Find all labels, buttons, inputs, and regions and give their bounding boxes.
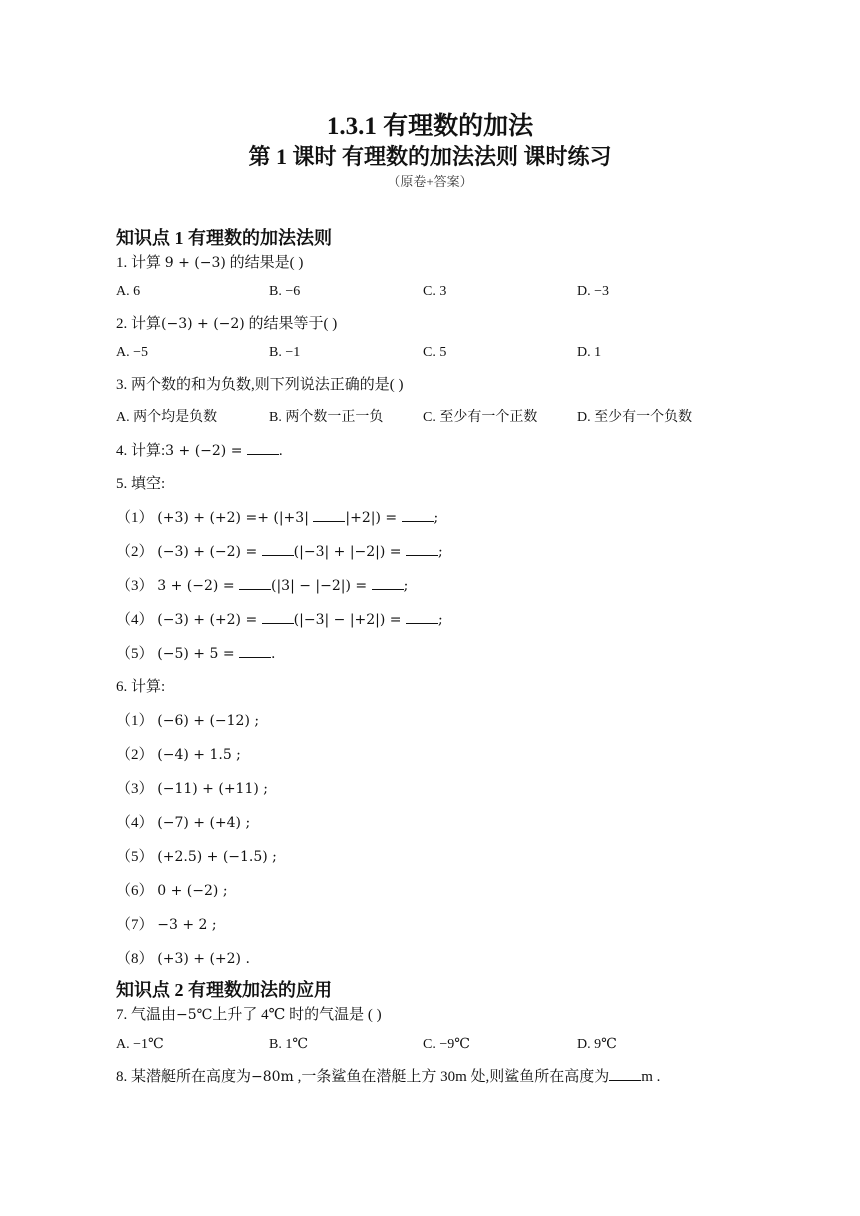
item-number: （4） <box>116 612 154 628</box>
option-a[interactable]: A. 6 <box>116 284 141 299</box>
question-8-pre: 8. 某潜艇所在高度为 <box>116 1069 252 1085</box>
question-5-title: 5. 填空: <box>116 476 166 492</box>
item-number: （8） <box>116 951 154 967</box>
question-2-post: 的结果等于( ) <box>244 316 338 332</box>
item-number: （7） <box>116 917 154 933</box>
item-end: ; <box>403 578 409 594</box>
question-4-pre: 4. 计算: <box>116 443 166 459</box>
question-1-expr: 9 + (−3) <box>164 255 226 271</box>
answer-blank[interactable] <box>372 575 404 590</box>
item-number: （1） <box>116 510 154 526</box>
calc-item-3 <box>116 777 268 798</box>
item-number: （1） <box>116 713 154 729</box>
option-b[interactable]: B. 1℃ <box>269 1037 308 1052</box>
calc-item-2 <box>116 743 241 764</box>
item-expr-a: 3 + (−2) = <box>157 578 239 594</box>
question-4-post: . <box>278 443 283 459</box>
question-8-post: ,一条鲨鱼在潜艇上方 30m 处,则鲨鱼所在高度为 <box>293 1069 610 1085</box>
option-a[interactable]: A. −5 <box>116 345 149 360</box>
answer-blank[interactable] <box>247 440 279 455</box>
question-1 <box>116 251 303 272</box>
item-number: （2） <box>116 544 154 560</box>
item-expr: (−11) + (+11) ; <box>157 781 269 797</box>
answer-blank[interactable] <box>609 1066 641 1081</box>
item-expr-a: (−3) + (−2) = <box>157 544 262 560</box>
calc-item-4 <box>116 811 250 832</box>
question-1-pre: 1. 计算 <box>116 255 165 271</box>
answer-blank[interactable] <box>406 609 438 624</box>
page-subtitle: 第 1 课时 有理数的加法法则 课时练习 <box>248 144 612 169</box>
item-expr-a: (−5) + 5 = <box>157 646 239 662</box>
option-d[interactable]: D. 9℃ <box>577 1037 617 1052</box>
item-expr-b: (|−3| − |+2|) = <box>293 612 406 628</box>
answer-blank[interactable] <box>239 575 271 590</box>
item-expr-a: (+3) + (+2) =+ (|+3| <box>157 510 314 526</box>
option-b[interactable]: B. −1 <box>269 345 301 360</box>
item-expr-b: |+2|) = <box>345 510 402 526</box>
item-expr-b: (|3| − |−2|) = <box>271 578 372 594</box>
item-end: . <box>271 646 276 662</box>
item-number: （3） <box>116 781 154 797</box>
question-2-expr: (−3) + (−2) <box>161 316 245 332</box>
section-heading-1: 知识点 1 有理数的加法法则 <box>116 228 332 248</box>
item-number: （5） <box>116 849 154 865</box>
fill-item-1 <box>116 506 438 527</box>
question-7-pre: 7. 气温由 <box>116 1007 177 1023</box>
option-d[interactable]: D. 至少有一个负数 <box>577 410 693 425</box>
answer-blank[interactable] <box>262 609 294 624</box>
item-end: ; <box>437 544 443 560</box>
item-end: ; <box>437 612 443 628</box>
question-7 <box>116 1003 382 1024</box>
option-b[interactable]: B. −6 <box>269 284 301 299</box>
fill-item-2 <box>116 540 443 561</box>
question-8-tail: m . <box>641 1069 661 1085</box>
question-2 <box>116 312 337 333</box>
fill-item-5 <box>116 642 275 663</box>
page-note: （原卷+答案） <box>387 174 473 189</box>
question-4 <box>116 439 283 460</box>
option-d[interactable]: D. −3 <box>577 284 610 299</box>
answer-blank[interactable] <box>262 541 294 556</box>
question-4-expr: 3 + (−2) = <box>165 443 247 459</box>
calc-item-1 <box>116 709 259 730</box>
question-6-title: 6. 计算: <box>116 679 166 695</box>
item-expr-a: (−3) + (+2) = <box>157 612 262 628</box>
item-expr: (−7) + (+4) ; <box>157 815 251 831</box>
item-number: （3） <box>116 578 154 594</box>
option-c[interactable]: C. 至少有一个正数 <box>423 410 538 425</box>
question-1-post: 的结果是( ) <box>225 255 304 271</box>
question-7-expr: −5℃ <box>176 1007 213 1023</box>
section-heading-2: 知识点 2 有理数加法的应用 <box>116 980 332 1000</box>
answer-blank[interactable] <box>313 507 345 522</box>
answer-blank[interactable] <box>239 643 271 658</box>
option-a[interactable]: A. −1℃ <box>116 1037 164 1052</box>
calc-item-7 <box>116 913 217 934</box>
answer-blank[interactable] <box>406 541 438 556</box>
item-number: （6） <box>116 883 154 899</box>
item-expr: (+2.5) + (−1.5) ; <box>157 849 277 865</box>
page-title: 1.3.1 有理数的加法 <box>326 113 534 140</box>
option-c[interactable]: C. 3 <box>423 284 447 299</box>
item-expr: −3 + 2 ; <box>157 917 217 933</box>
item-end: ; <box>433 510 439 526</box>
item-expr: 0 + (−2) ; <box>157 883 228 899</box>
option-a[interactable]: A. 两个均是负数 <box>116 410 218 425</box>
item-number: （5） <box>116 646 154 662</box>
calc-item-8 <box>116 947 250 968</box>
option-c[interactable]: C. −9℃ <box>423 1037 470 1052</box>
calc-item-5 <box>116 845 277 866</box>
option-c[interactable]: C. 5 <box>423 345 447 360</box>
item-expr: (−6) + (−12) ; <box>157 713 260 729</box>
calc-item-6 <box>116 879 228 900</box>
answer-blank[interactable] <box>402 507 434 522</box>
fill-item-3 <box>116 574 408 595</box>
item-expr: (−4) + 1.5 ; <box>157 747 241 763</box>
item-number: （2） <box>116 747 154 763</box>
question-8-expr: −80m <box>251 1069 294 1085</box>
question-3: 3. 两个数的和为负数,则下列说法正确的是( ) <box>116 377 404 393</box>
item-number: （4） <box>116 815 154 831</box>
item-expr-b: (|−3| + |−2|) = <box>293 544 406 560</box>
fill-item-4 <box>116 608 443 629</box>
option-b[interactable]: B. 两个数一正一负 <box>269 410 384 425</box>
question-8 <box>116 1065 660 1086</box>
question-2-pre: 2. 计算 <box>116 316 162 332</box>
item-expr: (+3) + (+2) . <box>157 951 250 967</box>
option-d[interactable]: D. 1 <box>577 345 602 360</box>
question-7-post: 上升了 4℃ 时的气温是 ( ) <box>212 1007 382 1023</box>
